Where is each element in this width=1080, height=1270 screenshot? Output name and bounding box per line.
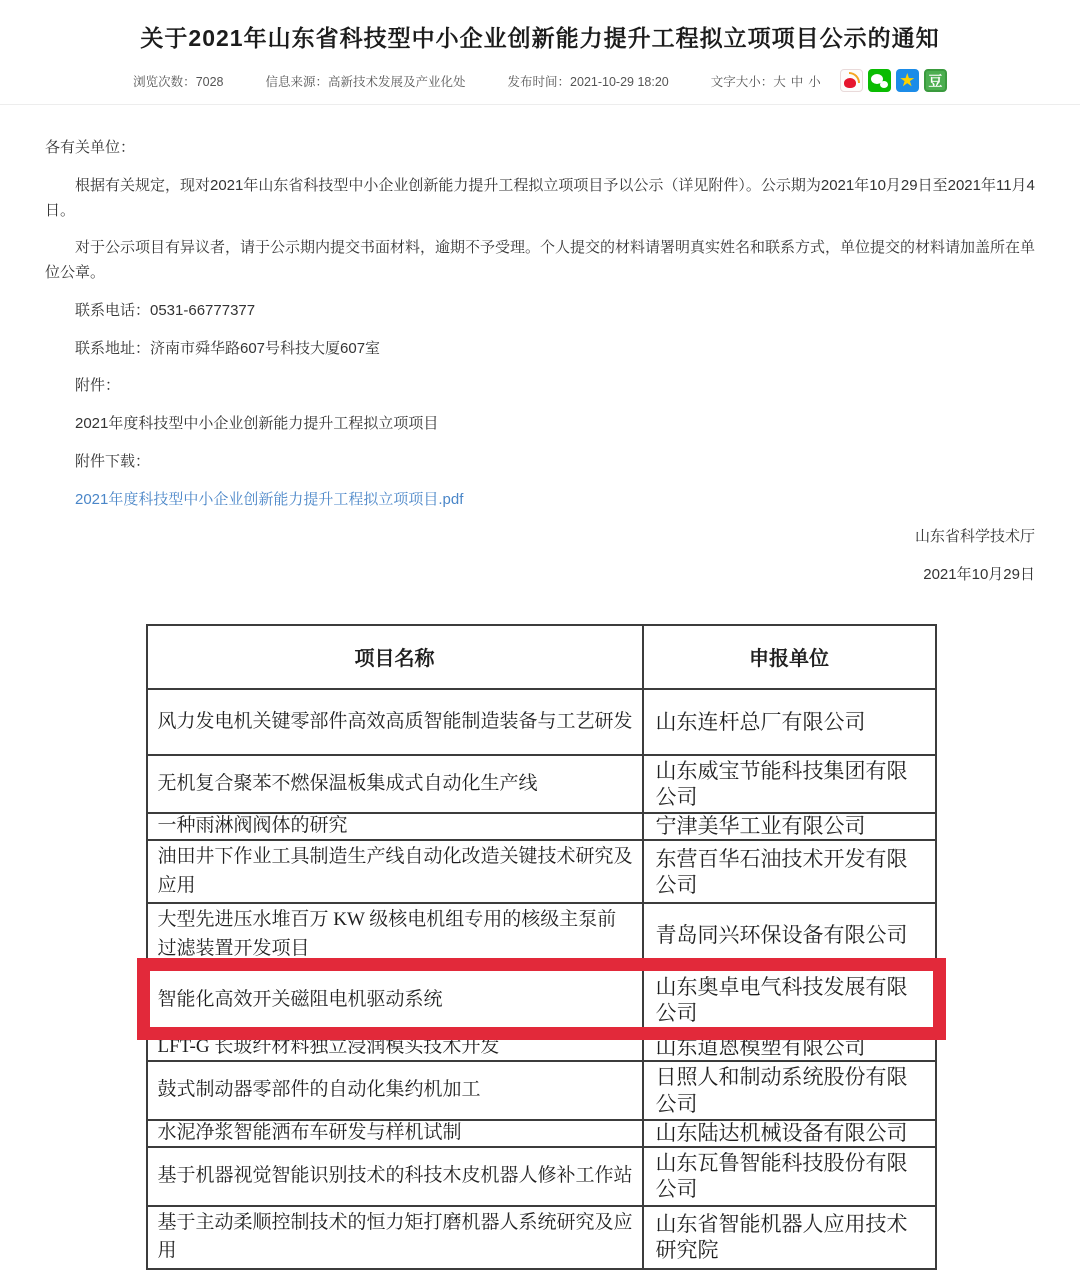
fontsize-label: 文字大小： [710,74,774,89]
project-name-cell: 油田井下作业工具制造生产线自动化改造关键技术研究及应用 [147,840,643,903]
info-source [266,72,466,90]
table-row [147,755,936,814]
meta-bar [0,69,1080,105]
paragraph-objection: 对于公示项目有异议者，请于公示期内提交书面材料，逾期不予受理。个人提交的材料请署明真实姓名和联系方式，单位提交的材料请加盖所在单位公章。 [45,239,1036,281]
info-source-value: 高新技术发展及产业化处 [328,74,466,89]
publish-time-value: 2021-10-29 18:20 [570,74,669,89]
page-header [0,0,1080,105]
contact-phone: 联系电话：0531-66777377 [75,301,256,319]
project-name-cell: LFT-G 长玻纤材料独立浸润模头技术开发 [147,1034,643,1061]
project-name-cell: 基于机器视觉智能识别技术的科技木皮机器人修补工作站 [147,1147,643,1206]
project-name-cell: 无机复合聚苯不燃保温板集成式自动化生产线 [147,755,643,814]
attachment-pdf-link[interactable]: 2021年度科技型中小企业创新能力提升工程拟立项项目.pdf [75,490,464,508]
table-row [147,813,936,840]
download-label: 附件下载： [75,452,151,470]
project-table [146,624,937,1270]
project-name-cell: 风力发电机关键零部件高效高质智能制造装备与工艺研发 [147,689,643,755]
salutation: 各有关单位： [45,139,136,156]
header-project-name: 项目名称 [147,625,643,689]
fontsize-option-小[interactable]: 小 [808,74,821,89]
sign-date: 2021年10月29日 [923,566,1035,583]
contact-address: 联系地址：济南市舜华路607号科技大厦607室 [75,339,381,357]
view-count [133,72,223,90]
fontsize-option-大[interactable]: 大 [773,74,786,89]
table-row [147,903,936,966]
table-row [147,1120,936,1147]
applicant-cell: 山东省智能机器人应用技术研究院 [643,1206,936,1269]
table-row [147,966,936,1034]
project-name-cell: 水泥净浆智能洒布车研发与样机试制 [147,1120,643,1147]
douban-share-icon[interactable]: 豆 [924,69,947,92]
publish-time-label: 发布时间： [507,74,571,89]
project-name-cell: 智能化高效开关磁阻电机驱动系统 [147,966,643,1034]
project-name-cell: 大型先进压水堆百万 KW 级核电机组专用的核级主泵前过滤装置开发项目 [147,903,643,966]
table-header-row [147,625,936,689]
applicant-cell: 山东连杆总厂有限公司 [643,689,936,755]
fontsize-switcher [711,72,826,90]
table-row [147,1034,936,1061]
project-name-cell: 鼓式制动器零部件的自动化集约机加工 [147,1061,643,1120]
applicant-cell: 东营百华石油技术开发有限公司 [643,840,936,903]
share-icons [840,69,947,92]
applicant-cell: 山东瓦鲁智能科技股份有限公司 [643,1147,936,1206]
project-name-cell: 基于主动柔顺控制技术的恒力矩打磨机器人系统研究及应用 [147,1206,643,1269]
fontsize-options [773,72,826,90]
header-applicant: 申报单位 [643,625,936,689]
view-count-label: 浏览次数： [133,74,196,89]
applicant-cell: 日照人和制动系统股份有限公司 [643,1061,936,1120]
table-row [147,840,936,903]
attachment-label: 附件： [75,377,121,395]
applicant-cell: 山东奥卓电气科技发展有限公司 [643,966,936,1034]
paragraph-announcement: 根据有关规定，现对2021年山东省科技型中小企业创新能力提升工程拟立项项目予以公示（详见附件）。公示期为2021年10月29日至2021年11月4日。 [45,176,1035,219]
view-count-value: 7028 [195,74,224,89]
qzone-share-icon[interactable]: ★ [896,69,919,92]
fontsize-option-中[interactable]: 中 [790,74,804,89]
attachment-name: 2021年度科技型中小企业创新能力提升工程拟立项项目 [75,415,439,432]
publish-time [508,72,669,90]
document-body [0,105,1080,588]
applicant-cell: 山东陆达机械设备有限公司 [643,1120,936,1147]
applicant-cell: 山东威宝节能科技集团有限公司 [643,755,936,814]
project-table-wrap [146,624,935,1270]
weibo-share-icon[interactable] [840,69,863,92]
page-title: 关于2021年山东省科技型中小企业创新能力提升工程拟立项项目公示的通知 [140,25,940,51]
applicant-cell: 宁津美华工业有限公司 [643,813,936,840]
table-row [147,1061,936,1120]
project-name-cell: 一种雨淋阀阀体的研究 [147,813,643,840]
signer: 山东省科学技术厅 [914,528,1035,546]
wechat-share-icon[interactable] [868,69,891,92]
applicant-cell: 山东道恩模塑有限公司 [643,1034,936,1061]
applicant-cell: 青岛同兴环保设备有限公司 [643,903,936,966]
table-row [147,689,936,755]
info-source-label: 信息来源： [265,74,329,89]
table-row [147,1147,936,1206]
